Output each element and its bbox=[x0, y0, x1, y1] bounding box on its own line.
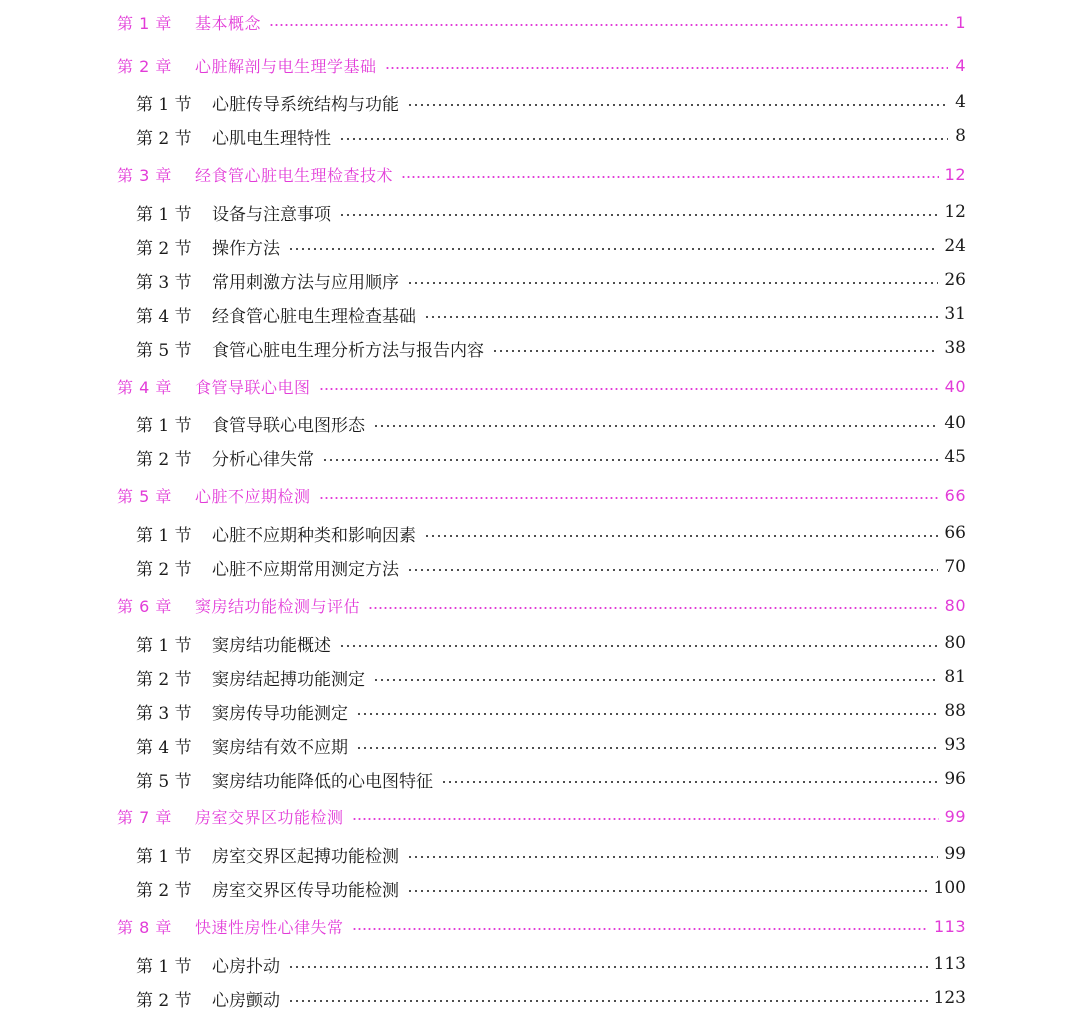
section-title: 窦房结功能降低的心电图特征 bbox=[212, 771, 433, 792]
page-number: 4 bbox=[955, 55, 966, 75]
dot-leader bbox=[339, 138, 948, 140]
page-number: 40 bbox=[944, 413, 966, 433]
dot-leader bbox=[368, 607, 939, 609]
dot-leader bbox=[288, 1000, 928, 1002]
chapter-title: 食管导联心电图 bbox=[195, 377, 311, 397]
toc-section-entry[interactable] bbox=[136, 519, 966, 547]
section-number: 第 1 节 bbox=[136, 846, 192, 867]
chapter-number: 第 5 章 bbox=[117, 486, 172, 506]
toc-section-entry[interactable] bbox=[136, 663, 966, 691]
toc-section-entry[interactable] bbox=[136, 765, 966, 793]
section-title: 窦房传导功能测定 bbox=[212, 703, 348, 724]
section-number: 第 2 节 bbox=[136, 669, 192, 690]
toc-section-entry[interactable] bbox=[136, 198, 966, 226]
dot-leader bbox=[269, 24, 948, 26]
page-number: 88 bbox=[944, 701, 966, 721]
section-number: 第 1 节 bbox=[136, 204, 192, 225]
section-number: 第 2 节 bbox=[136, 238, 192, 259]
dot-leader bbox=[319, 497, 939, 499]
section-number: 第 1 节 bbox=[136, 525, 192, 546]
section-number: 第 2 节 bbox=[136, 128, 192, 149]
dot-leader bbox=[373, 425, 938, 427]
section-number: 第 5 节 bbox=[136, 771, 192, 792]
toc-section-entry[interactable] bbox=[136, 984, 966, 1012]
section-title: 房室交界区传导功能检测 bbox=[212, 880, 399, 901]
chapter-title: 房室交界区功能检测 bbox=[195, 807, 344, 827]
dot-leader bbox=[407, 282, 938, 284]
page-number: 4 bbox=[955, 92, 966, 112]
chapter-title: 快速性房性心律失常 bbox=[195, 917, 344, 937]
section-number: 第 3 节 bbox=[136, 272, 192, 293]
page-number: 93 bbox=[944, 735, 966, 755]
toc-chapter-entry[interactable] bbox=[117, 802, 966, 830]
dot-leader bbox=[339, 214, 938, 216]
section-number: 第 5 节 bbox=[136, 340, 192, 361]
section-title: 窦房结起搏功能测定 bbox=[212, 669, 365, 690]
chapter-number: 第 1 章 bbox=[117, 13, 172, 33]
page-number: 40 bbox=[944, 376, 966, 396]
dot-leader bbox=[401, 176, 939, 178]
toc-section-entry[interactable] bbox=[136, 443, 966, 471]
chapter-number: 第 6 章 bbox=[117, 596, 172, 616]
section-number: 第 2 节 bbox=[136, 880, 192, 901]
section-title: 食管心脏电生理分析方法与报告内容 bbox=[212, 340, 484, 361]
section-title: 窦房结有效不应期 bbox=[212, 737, 348, 758]
toc-section-entry[interactable] bbox=[136, 122, 966, 150]
page-number: 80 bbox=[944, 595, 966, 615]
page-number: 80 bbox=[944, 633, 966, 653]
page-number: 38 bbox=[944, 338, 966, 358]
section-title: 设备与注意事项 bbox=[212, 204, 331, 225]
toc-section-entry[interactable] bbox=[136, 731, 966, 759]
section-title: 心肌电生理特性 bbox=[212, 128, 331, 149]
section-title: 心房扑动 bbox=[212, 956, 280, 977]
dot-leader bbox=[407, 890, 928, 892]
chapter-number: 第 7 章 bbox=[117, 807, 172, 827]
page-number: 113 bbox=[933, 954, 966, 974]
toc-section-entry[interactable] bbox=[136, 409, 966, 437]
section-number: 第 2 节 bbox=[136, 559, 192, 580]
chapter-title: 基本概念 bbox=[195, 13, 262, 33]
toc-section-entry[interactable] bbox=[136, 88, 966, 116]
page-number: 99 bbox=[944, 844, 966, 864]
dot-leader bbox=[407, 104, 948, 106]
section-number: 第 1 节 bbox=[136, 956, 192, 977]
toc-section-entry[interactable] bbox=[136, 232, 966, 260]
section-title: 房室交界区起搏功能检测 bbox=[212, 846, 399, 867]
page-number: 100 bbox=[933, 878, 966, 898]
section-number: 第 1 节 bbox=[136, 94, 192, 115]
page-number: 24 bbox=[944, 236, 966, 256]
chapter-number: 第 4 章 bbox=[117, 377, 172, 397]
dot-leader bbox=[407, 856, 938, 858]
dot-leader bbox=[356, 713, 938, 715]
dot-leader bbox=[352, 928, 928, 930]
toc-section-entry[interactable] bbox=[136, 629, 966, 657]
chapter-number: 第 3 章 bbox=[117, 165, 172, 185]
section-title: 经食管心脏电生理检查基础 bbox=[212, 306, 416, 327]
section-title: 窦房结功能概述 bbox=[212, 635, 331, 656]
chapter-number: 第 8 章 bbox=[117, 917, 172, 937]
chapter-title: 心脏解剖与电生理学基础 bbox=[195, 56, 377, 76]
dot-leader bbox=[339, 645, 938, 647]
toc-section-entry[interactable] bbox=[136, 874, 966, 902]
dot-leader bbox=[319, 388, 939, 390]
dot-leader bbox=[322, 459, 938, 461]
dot-leader bbox=[424, 316, 938, 318]
chapter-number: 第 2 章 bbox=[117, 56, 172, 76]
toc-chapter-entry[interactable] bbox=[117, 372, 966, 400]
page-number: 66 bbox=[944, 485, 966, 505]
toc-section-entry[interactable] bbox=[136, 266, 966, 294]
chapter-title: 窦房结功能检测与评估 bbox=[195, 596, 361, 616]
section-title: 心脏传导系统结构与功能 bbox=[212, 94, 399, 115]
chapter-title: 经食管心脏电生理检查技术 bbox=[195, 165, 394, 185]
section-title: 心脏不应期常用测定方法 bbox=[212, 559, 399, 580]
toc-section-entry[interactable] bbox=[136, 840, 966, 868]
toc-section-entry[interactable] bbox=[136, 300, 966, 328]
dot-leader bbox=[424, 535, 938, 537]
toc-chapter-entry[interactable] bbox=[117, 51, 966, 79]
section-number: 第 2 节 bbox=[136, 449, 192, 470]
page-number: 31 bbox=[944, 304, 966, 324]
page-number: 81 bbox=[944, 667, 966, 687]
page-number: 123 bbox=[933, 988, 966, 1008]
section-number: 第 4 节 bbox=[136, 737, 192, 758]
dot-leader bbox=[407, 569, 938, 571]
page-number: 12 bbox=[944, 164, 966, 184]
section-number: 第 4 节 bbox=[136, 306, 192, 327]
section-number: 第 3 节 bbox=[136, 703, 192, 724]
toc-chapter-entry[interactable] bbox=[117, 912, 966, 940]
section-number: 第 1 节 bbox=[136, 415, 192, 436]
toc-chapter-entry[interactable] bbox=[117, 481, 966, 509]
page-number: 12 bbox=[944, 202, 966, 222]
toc-section-entry[interactable] bbox=[136, 950, 966, 978]
page-number: 26 bbox=[944, 270, 966, 290]
section-title: 心房颤动 bbox=[212, 990, 280, 1011]
page-number: 70 bbox=[944, 557, 966, 577]
section-number: 第 2 节 bbox=[136, 990, 192, 1011]
toc-chapter-entry[interactable] bbox=[117, 591, 966, 619]
section-title: 分析心律失常 bbox=[212, 449, 314, 470]
dot-leader bbox=[385, 67, 948, 69]
page-number: 113 bbox=[933, 916, 966, 936]
dot-leader bbox=[441, 781, 938, 783]
chapter-title: 心脏不应期检测 bbox=[195, 486, 311, 506]
page-number: 99 bbox=[944, 806, 966, 826]
dot-leader bbox=[288, 248, 938, 250]
dot-leader bbox=[373, 679, 938, 681]
toc-chapter-entry[interactable] bbox=[117, 8, 966, 36]
page-number: 66 bbox=[944, 523, 966, 543]
section-title: 操作方法 bbox=[212, 238, 280, 259]
section-title: 心脏不应期种类和影响因素 bbox=[212, 525, 416, 546]
page-number: 8 bbox=[955, 126, 966, 146]
section-title: 食管导联心电图形态 bbox=[212, 415, 365, 436]
section-number: 第 1 节 bbox=[136, 635, 192, 656]
page-number: 45 bbox=[944, 447, 966, 467]
dot-leader bbox=[352, 818, 939, 820]
dot-leader bbox=[288, 966, 928, 968]
section-title: 常用刺激方法与应用顺序 bbox=[212, 272, 399, 293]
toc-section-entry[interactable] bbox=[136, 334, 966, 362]
dot-leader bbox=[492, 350, 938, 352]
dot-leader bbox=[356, 747, 938, 749]
toc-chapter-entry[interactable] bbox=[117, 160, 966, 188]
page-number: 1 bbox=[955, 12, 966, 32]
toc-section-entry[interactable] bbox=[136, 553, 966, 581]
page-number: 96 bbox=[944, 769, 966, 789]
toc-section-entry[interactable] bbox=[136, 697, 966, 725]
